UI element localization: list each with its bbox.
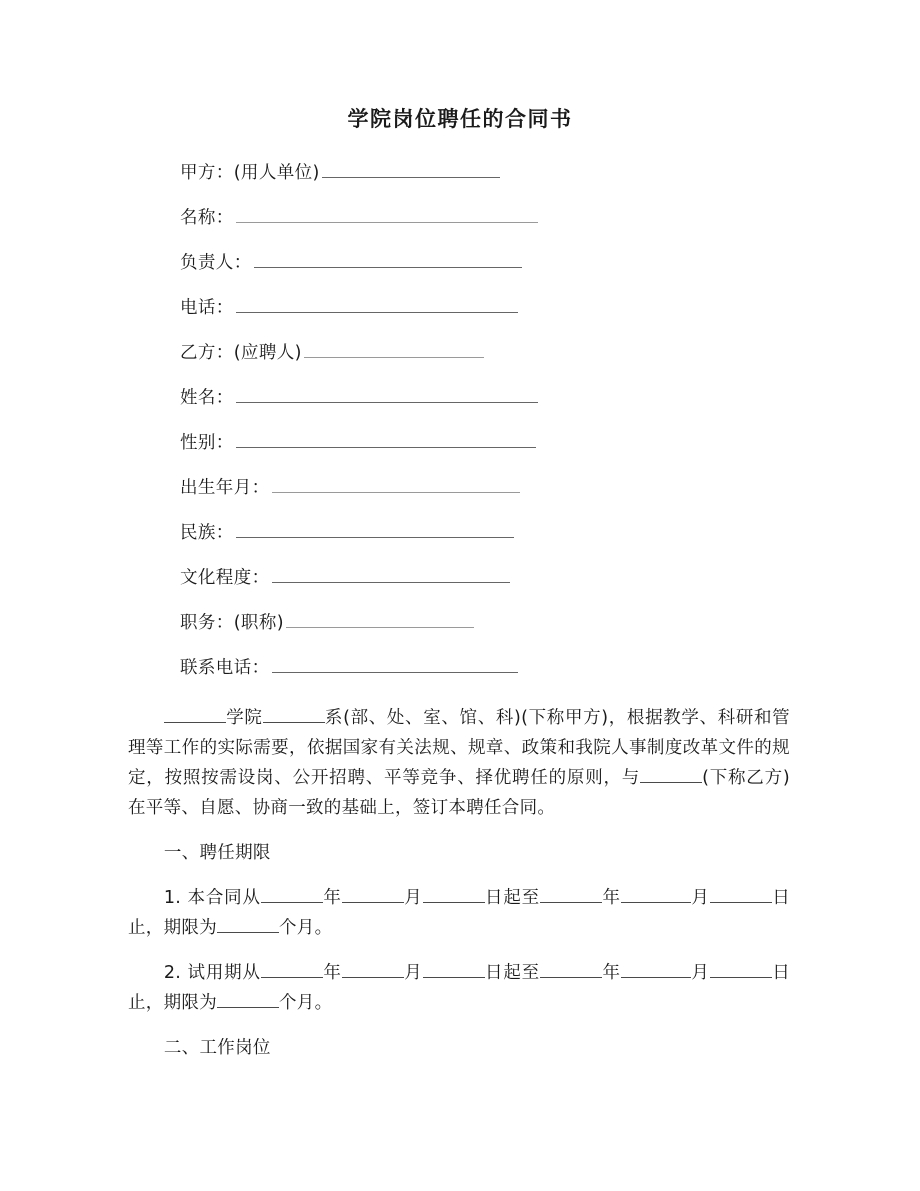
- form-field-label: 民族：: [180, 523, 234, 543]
- form-field-blank[interactable]: [254, 250, 522, 268]
- form-field-row: [180, 428, 800, 473]
- form-field-label: 性别：: [180, 433, 234, 453]
- page-title: 学院岗位聘任的合同书: [347, 107, 573, 131]
- paragraph-text: 日止，期限为: [128, 963, 790, 1013]
- paragraph-text: 年: [322, 888, 342, 908]
- inline-blank[interactable]: [621, 962, 691, 978]
- inline-blank[interactable]: [263, 707, 325, 723]
- paragraph-text: 年: [601, 963, 621, 983]
- clause-spacer: [128, 943, 790, 958]
- form-field-blank[interactable]: [304, 340, 484, 358]
- paragraph-text: 日起至: [484, 888, 540, 908]
- paragraph-text: 月: [690, 888, 710, 908]
- paragraph-text: 个月。: [279, 918, 333, 938]
- inline-blank[interactable]: [710, 887, 772, 903]
- clause-spacer: [128, 868, 790, 883]
- contract-party-fields: [180, 158, 800, 698]
- form-field-blank[interactable]: [272, 565, 510, 583]
- form-field-row: [180, 563, 800, 608]
- clause-paragraph: [128, 958, 790, 1018]
- inline-blank[interactable]: [423, 962, 485, 978]
- inline-blank[interactable]: [217, 917, 279, 933]
- form-field-row: [180, 473, 800, 518]
- form-field-blank[interactable]: [286, 610, 474, 628]
- paragraph-text: 月: [403, 888, 423, 908]
- section-heading: 一、聘任期限: [163, 843, 271, 863]
- contract-body: [128, 703, 790, 1063]
- form-field-label: 负责人：: [180, 253, 252, 273]
- form-field-blank[interactable]: [236, 295, 518, 313]
- clause-paragraph: [128, 883, 790, 943]
- form-field-row: [180, 158, 800, 203]
- paragraph-text: 月: [403, 963, 423, 983]
- section-spacer: [128, 1018, 790, 1033]
- preamble-paragraph: [128, 703, 790, 823]
- form-field-blank[interactable]: [236, 385, 538, 403]
- form-field-row: [180, 293, 800, 338]
- form-field-label: 职务：(职称): [180, 613, 284, 633]
- form-field-row: [180, 203, 800, 248]
- inline-blank[interactable]: [342, 962, 404, 978]
- form-field-row: [180, 518, 800, 563]
- form-field-label: 电话：: [180, 298, 234, 318]
- form-field-blank[interactable]: [236, 205, 538, 223]
- form-field-blank[interactable]: [236, 430, 536, 448]
- form-field-row: [180, 608, 800, 653]
- form-field-label: 甲方：(用人单位): [180, 163, 320, 183]
- inline-blank[interactable]: [640, 767, 702, 783]
- paragraph-text: 月: [690, 963, 710, 983]
- paragraph-text: 日起至: [484, 963, 540, 983]
- inline-blank[interactable]: [261, 887, 323, 903]
- paragraph-text: 2. 试用期从: [163, 963, 261, 983]
- paragraph-text: 日止，期限为: [128, 888, 790, 938]
- paragraph-text: 年: [601, 888, 621, 908]
- paragraph-text: 年: [322, 963, 342, 983]
- paragraph-text: (下称乙方)在平等、自愿、协商一致的基础上，签订本聘任合同。: [128, 768, 790, 818]
- inline-blank[interactable]: [423, 887, 485, 903]
- section-heading: 二、工作岗位: [163, 1038, 271, 1058]
- form-field-blank[interactable]: [272, 655, 518, 673]
- paragraph-text: 系(部、处、室、馆、科)(下称甲方)，根据教学、科研和管理等工作的实际需要，依据国家有关法规、规章、政策和我院人事制度改革文件的规定，按照按需设岗、公开招聘、平等竞争、择优聘任的原则，与: [128, 708, 790, 788]
- form-field-label: 名称：: [180, 208, 234, 228]
- form-field-blank[interactable]: [272, 475, 520, 493]
- form-field-label: 姓名：: [180, 388, 234, 408]
- inline-blank[interactable]: [710, 962, 772, 978]
- form-field-label: 联系电话：: [180, 658, 270, 678]
- paragraph-text: 个月。: [279, 993, 333, 1013]
- inline-blank[interactable]: [342, 887, 404, 903]
- form-field-blank[interactable]: [236, 520, 514, 538]
- form-field-row: [180, 383, 800, 428]
- inline-blank[interactable]: [261, 962, 323, 978]
- form-field-row: [180, 248, 800, 293]
- inline-blank[interactable]: [540, 887, 602, 903]
- form-field-label: 出生年月：: [180, 478, 270, 498]
- form-field-label: 乙方：(应聘人): [180, 343, 302, 363]
- section-spacer: [128, 823, 790, 838]
- inline-blank[interactable]: [217, 992, 279, 1008]
- form-field-row: [180, 653, 800, 698]
- form-field-blank[interactable]: [322, 160, 500, 178]
- inline-blank[interactable]: [621, 887, 691, 903]
- paragraph-text: 1. 本合同从: [163, 888, 261, 908]
- inline-blank[interactable]: [164, 707, 226, 723]
- inline-blank[interactable]: [540, 962, 602, 978]
- form-field-label: 文化程度：: [180, 568, 270, 588]
- paragraph-text: 学院: [225, 708, 263, 728]
- form-field-row: [180, 338, 800, 383]
